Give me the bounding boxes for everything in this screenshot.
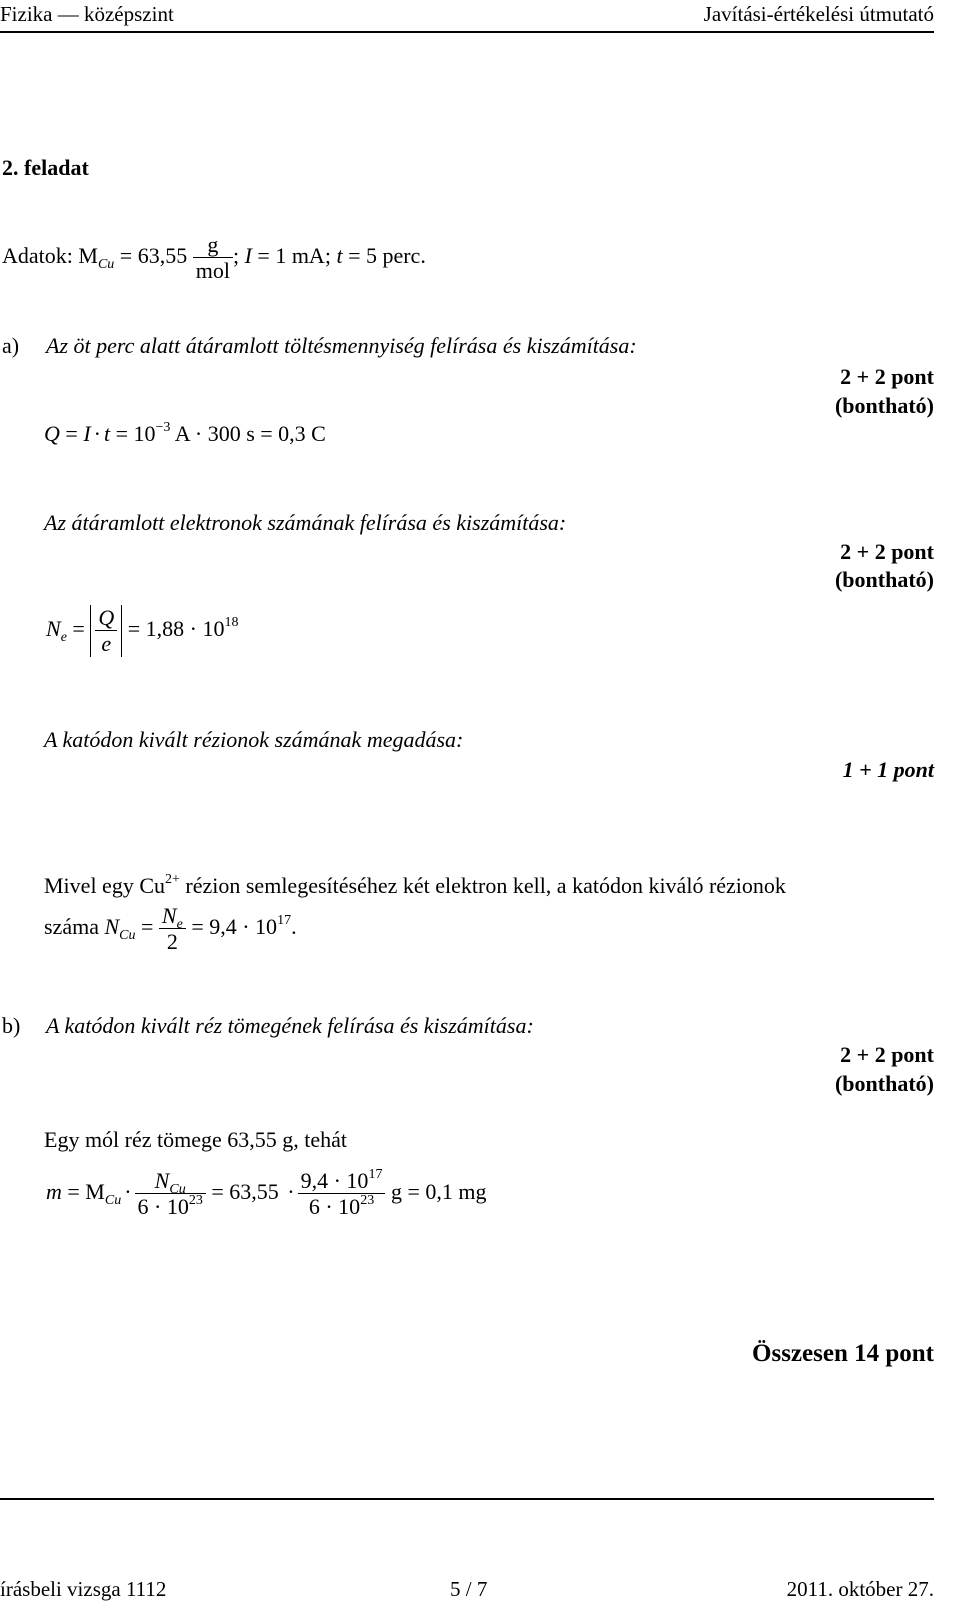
ions-line2-prefix: száma — [44, 913, 105, 939]
part-a-text: Az öt perc alatt átáramlott töltésmennyiség felírása és kiszámítása: — [46, 333, 637, 358]
part-b-text: A katódon kivált réz tömegének felírása és kiszámítása: — [46, 1013, 534, 1038]
ions-text: A katódon kivált rézionok számának megadása: — [44, 727, 464, 752]
abs-value — [90, 605, 122, 657]
ions-line1-b: rézion semlegesítéséhez két elektron kell, a katódon kiváló rézionok — [179, 873, 786, 898]
m-result: g = 0,1 mg — [385, 1178, 487, 1204]
value-den-exp: 23 — [360, 1193, 375, 1209]
n-e-exp: 18 — [224, 614, 239, 630]
ncu-sub: Cu — [169, 1182, 186, 1197]
ne-num — [159, 903, 186, 932]
givens-t: t — [336, 242, 343, 268]
n-e-result: = 1,88 · 10 — [122, 615, 225, 641]
electrons-text: Az átáramlott elektronok számának felírása és kiszámítása: — [44, 510, 567, 535]
ncu-den — [135, 1193, 206, 1219]
header-right: Javítási-értékelési útmutató — [703, 2, 934, 26]
m-dot-2: · — [287, 1178, 295, 1204]
header-left: Fizika — középszint — [0, 2, 174, 26]
givens-m-sub: Cu — [97, 256, 115, 272]
total-points: Összesen 14 pont — [752, 1340, 934, 1367]
ncu-den-exp: 23 — [188, 1193, 203, 1209]
part-b-points: 2 + 2 pont — [840, 1042, 934, 1067]
n-cu-result: = 9,4 · 10 — [185, 913, 278, 939]
value-num-base: 9,4 · 10 — [300, 1168, 369, 1193]
part-b-points-note: (bontható) — [834, 1071, 934, 1096]
givens-m-value: = 63,55 — [114, 242, 193, 268]
n-cu-eq: = — [135, 913, 159, 939]
footer-page: 5 / 7 — [450, 1577, 488, 1601]
formula-t: t — [103, 421, 111, 446]
header-rule — [0, 31, 934, 33]
m-symbol: m — [46, 1178, 62, 1204]
electrons-formula — [46, 605, 238, 657]
givens-line — [2, 232, 426, 284]
value-num-exp: 17 — [368, 1167, 383, 1182]
task-title: 2. feladat — [2, 155, 89, 180]
n-e-eq: = — [66, 615, 91, 641]
value-den — [298, 1193, 386, 1219]
footer-left: írásbeli vizsga 1112 — [0, 1577, 167, 1601]
part-b-formula — [46, 1168, 486, 1220]
givens-time: = 5 perc. — [342, 242, 426, 268]
ncu-fraction — [135, 1168, 206, 1220]
ne-den: 2 — [159, 928, 186, 954]
formula-dot: · — [93, 421, 101, 446]
ncu-num — [135, 1168, 206, 1197]
ions-points: 1 + 1 pont — [842, 757, 934, 782]
mcu-sub: Cu — [104, 1192, 122, 1208]
formula-ten: = 10 — [110, 421, 156, 446]
electrons-points-note: (bontható) — [834, 567, 934, 592]
ions-line-2 — [44, 903, 297, 955]
givens-i: I — [244, 242, 252, 268]
ions-charge: 2+ — [165, 872, 180, 887]
givens-sep: ; — [232, 242, 245, 268]
electrons-points: 2 + 2 pont — [840, 539, 934, 564]
part-a-label: a) — [2, 333, 20, 358]
n-cu-end: . — [291, 913, 297, 939]
frac-e: e — [95, 630, 117, 656]
part-b-line: Egy mól réz tömege 63,55 g, tehát — [44, 1127, 348, 1152]
ions-line1-a: Mivel egy Cu — [44, 873, 165, 898]
q-over-e — [95, 605, 117, 657]
value-num — [298, 1168, 386, 1193]
ncu-sym: N — [154, 1168, 170, 1193]
footer-rule — [0, 1498, 934, 1500]
ne-over-2 — [159, 903, 186, 955]
n-cu-sub: Cu — [119, 927, 136, 943]
ne-sym: N — [161, 903, 177, 928]
formula-i: I — [83, 421, 91, 446]
formula-eq: = — [59, 421, 84, 446]
givens-unit-fraction — [193, 232, 233, 284]
formula-result: A · 300 s = 0,3 C — [170, 421, 326, 446]
part-a-formula — [44, 421, 326, 447]
value-den-base: 6 · 10 — [308, 1194, 361, 1220]
value-fraction — [298, 1168, 386, 1220]
n-e-symbol: N — [46, 615, 61, 641]
m-eq-value: = 63,55 — [205, 1178, 285, 1204]
givens-unit-num: g — [207, 232, 219, 257]
ne-sub: e — [176, 917, 183, 932]
givens-unit-den: mol — [193, 257, 233, 283]
n-cu-exp: 17 — [277, 912, 292, 928]
n-cu-symbol: N — [104, 913, 120, 939]
givens-current: = 1 mA; — [251, 242, 337, 268]
ncu-den-base: 6 · 10 — [137, 1194, 189, 1220]
formula-exp: −3 — [155, 420, 171, 435]
part-a-points-note: (bontható) — [834, 393, 934, 418]
footer-date: 2011. október 27. — [786, 1577, 934, 1601]
part-a-points: 2 + 2 pont — [840, 364, 934, 389]
part-b-label: b) — [2, 1013, 21, 1038]
frac-q: Q — [98, 605, 115, 630]
m-eq-mcu: = M — [61, 1178, 105, 1204]
givens-prefix: Adatok: M — [2, 242, 98, 268]
m-dot: · — [124, 1178, 132, 1204]
ions-line-1 — [44, 873, 786, 899]
n-e-sub: e — [60, 629, 67, 645]
formula-q: Q — [44, 421, 60, 446]
